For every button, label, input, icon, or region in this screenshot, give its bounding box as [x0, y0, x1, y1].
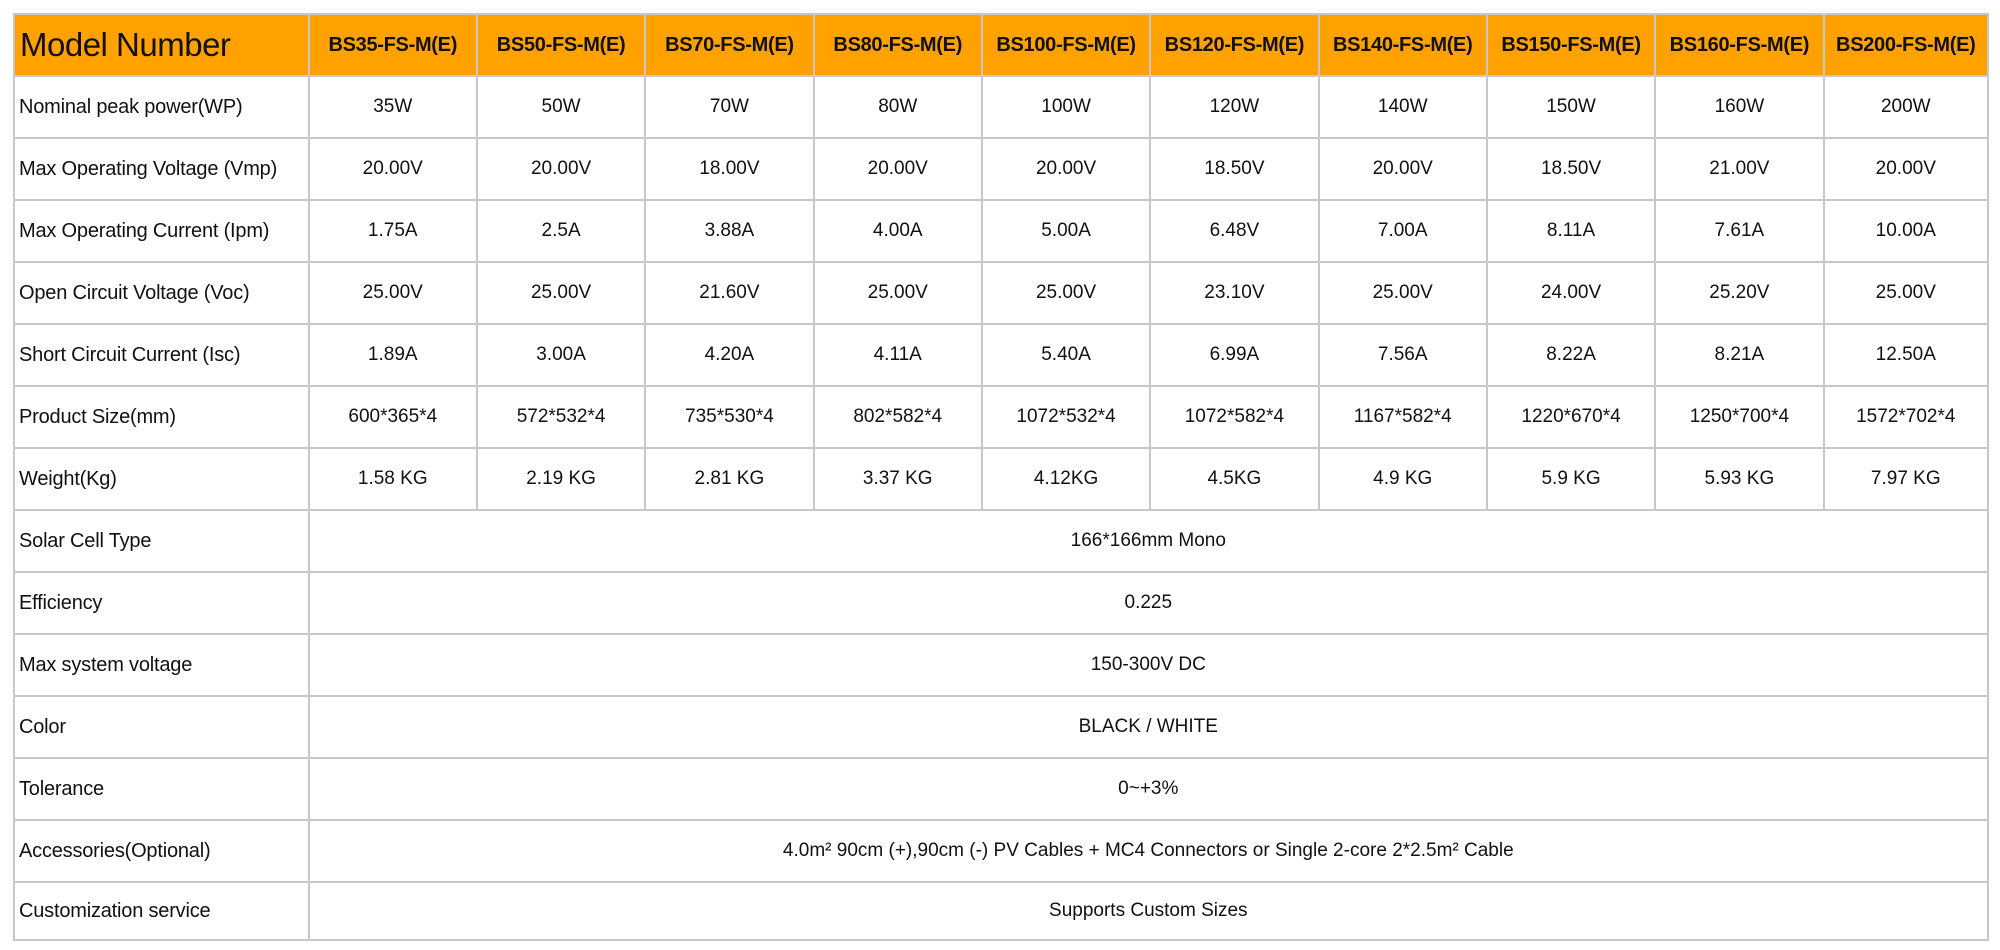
table-row — [14, 758, 1988, 820]
value-cell: 6.99A — [1150, 324, 1318, 386]
table-row — [14, 138, 1988, 200]
table-row — [14, 200, 1988, 262]
value-cell: 600*365*4 — [309, 386, 477, 448]
value-cell: 23.10V — [1150, 262, 1318, 324]
value-cell: 1.75A — [309, 200, 477, 262]
table-row — [14, 386, 1988, 448]
value-cell: 735*530*4 — [645, 386, 813, 448]
value-cell: 25.00V — [814, 262, 982, 324]
row-label: Solar Cell Type — [14, 510, 309, 572]
model-number-label: Model Number — [14, 14, 309, 76]
value-cell: 7.00A — [1319, 200, 1487, 262]
table-row — [14, 448, 1988, 510]
value-cell: 25.20V — [1655, 262, 1823, 324]
value-cell: 1167*582*4 — [1319, 386, 1487, 448]
row-label: Nominal peak power(WP) — [14, 76, 309, 138]
row-label: Max Operating Voltage (Vmp) — [14, 138, 309, 200]
value-cell: 4.5KG — [1150, 448, 1318, 510]
value-cell: 50W — [477, 76, 645, 138]
value-cell: 160W — [1655, 76, 1823, 138]
value-cell: 20.00V — [814, 138, 982, 200]
value-cell: 100W — [982, 76, 1150, 138]
table-row — [14, 634, 1988, 696]
row-label: Tolerance — [14, 758, 309, 820]
row-label: Product Size(mm) — [14, 386, 309, 448]
value-cell: 6.48V — [1150, 200, 1318, 262]
value-cell: 12.50A — [1824, 324, 1988, 386]
spec-table — [13, 13, 1989, 941]
value-cell: 5.93 KG — [1655, 448, 1823, 510]
value-cell: 4.11A — [814, 324, 982, 386]
merged-value-cell: 0~+3% — [309, 758, 1988, 820]
value-cell: 18.00V — [645, 138, 813, 200]
spec-table-container — [13, 13, 1989, 941]
merged-value-cell: BLACK / WHITE — [309, 696, 1988, 758]
model-header-cell: BS100-FS-M(E) — [982, 14, 1150, 76]
value-cell: 2.19 KG — [477, 448, 645, 510]
row-label: Max system voltage — [14, 634, 309, 696]
value-cell: 1220*670*4 — [1487, 386, 1655, 448]
value-cell: 1072*532*4 — [982, 386, 1150, 448]
merged-value-cell: Supports Custom Sizes — [309, 882, 1988, 940]
value-cell: 4.00A — [814, 200, 982, 262]
row-label: Customization service — [14, 882, 309, 940]
value-cell: 2.81 KG — [645, 448, 813, 510]
table-row — [14, 76, 1988, 138]
value-cell: 4.20A — [645, 324, 813, 386]
value-cell: 80W — [814, 76, 982, 138]
value-cell: 8.22A — [1487, 324, 1655, 386]
table-row — [14, 882, 1988, 940]
model-header-cell: BS160-FS-M(E) — [1655, 14, 1823, 76]
table-row — [14, 262, 1988, 324]
value-cell: 1250*700*4 — [1655, 386, 1823, 448]
value-cell: 35W — [309, 76, 477, 138]
value-cell: 802*582*4 — [814, 386, 982, 448]
row-label: Open Circuit Voltage (Voc) — [14, 262, 309, 324]
table-row — [14, 324, 1988, 386]
value-cell: 1572*702*4 — [1824, 386, 1988, 448]
value-cell: 20.00V — [1319, 138, 1487, 200]
model-header-cell: BS70-FS-M(E) — [645, 14, 813, 76]
value-cell: 7.97 KG — [1824, 448, 1988, 510]
merged-value-cell: 150-300V DC — [309, 634, 1988, 696]
value-cell: 25.00V — [982, 262, 1150, 324]
model-header-cell: BS35-FS-M(E) — [309, 14, 477, 76]
value-cell: 25.00V — [477, 262, 645, 324]
table-row — [14, 510, 1988, 572]
value-cell: 25.00V — [309, 262, 477, 324]
value-cell: 1072*582*4 — [1150, 386, 1318, 448]
merged-value-cell: 0.225 — [309, 572, 1988, 634]
value-cell: 24.00V — [1487, 262, 1655, 324]
value-cell: 120W — [1150, 76, 1318, 138]
model-header-cell: BS200-FS-M(E) — [1824, 14, 1988, 76]
row-label: Weight(Kg) — [14, 448, 309, 510]
value-cell: 4.9 KG — [1319, 448, 1487, 510]
value-cell: 21.60V — [645, 262, 813, 324]
value-cell: 140W — [1319, 76, 1487, 138]
value-cell: 25.00V — [1824, 262, 1988, 324]
value-cell: 1.89A — [309, 324, 477, 386]
value-cell: 25.00V — [1319, 262, 1487, 324]
value-cell: 5.40A — [982, 324, 1150, 386]
model-header-cell: BS150-FS-M(E) — [1487, 14, 1655, 76]
value-cell: 8.21A — [1655, 324, 1823, 386]
value-cell: 8.11A — [1487, 200, 1655, 262]
value-cell: 3.00A — [477, 324, 645, 386]
row-label: Short Circuit Current (Isc) — [14, 324, 309, 386]
table-row — [14, 572, 1988, 634]
value-cell: 7.56A — [1319, 324, 1487, 386]
value-cell: 20.00V — [309, 138, 477, 200]
model-header-cell: BS80-FS-M(E) — [814, 14, 982, 76]
value-cell: 3.88A — [645, 200, 813, 262]
value-cell: 18.50V — [1150, 138, 1318, 200]
table-row — [14, 696, 1988, 758]
value-cell: 20.00V — [477, 138, 645, 200]
value-cell: 1.58 KG — [309, 448, 477, 510]
value-cell: 21.00V — [1655, 138, 1823, 200]
table-header — [14, 14, 1988, 76]
value-cell: 572*532*4 — [477, 386, 645, 448]
value-cell: 5.00A — [982, 200, 1150, 262]
value-cell: 20.00V — [1824, 138, 1988, 200]
model-header-cell: BS120-FS-M(E) — [1150, 14, 1318, 76]
value-cell: 3.37 KG — [814, 448, 982, 510]
merged-value-cell: 4.0m² 90cm (+),90cm (-) PV Cables + MC4 Connectors or Single 2-core 2*2.5m² Cable — [309, 820, 1988, 882]
value-cell: 4.12KG — [982, 448, 1150, 510]
value-cell: 2.5A — [477, 200, 645, 262]
value-cell: 20.00V — [982, 138, 1150, 200]
table-row — [14, 820, 1988, 882]
value-cell: 7.61A — [1655, 200, 1823, 262]
value-cell: 18.50V — [1487, 138, 1655, 200]
value-cell: 200W — [1824, 76, 1988, 138]
model-header-cell: BS50-FS-M(E) — [477, 14, 645, 76]
value-cell: 70W — [645, 76, 813, 138]
row-label: Color — [14, 696, 309, 758]
table-body — [14, 76, 1988, 940]
row-label: Efficiency — [14, 572, 309, 634]
model-header-cell: BS140-FS-M(E) — [1319, 14, 1487, 76]
value-cell: 5.9 KG — [1487, 448, 1655, 510]
merged-value-cell: 166*166mm Mono — [309, 510, 1988, 572]
row-label: Accessories(Optional) — [14, 820, 309, 882]
row-label: Max Operating Current (Ipm) — [14, 200, 309, 262]
header-row — [14, 14, 1988, 76]
value-cell: 10.00A — [1824, 200, 1988, 262]
value-cell: 150W — [1487, 76, 1655, 138]
